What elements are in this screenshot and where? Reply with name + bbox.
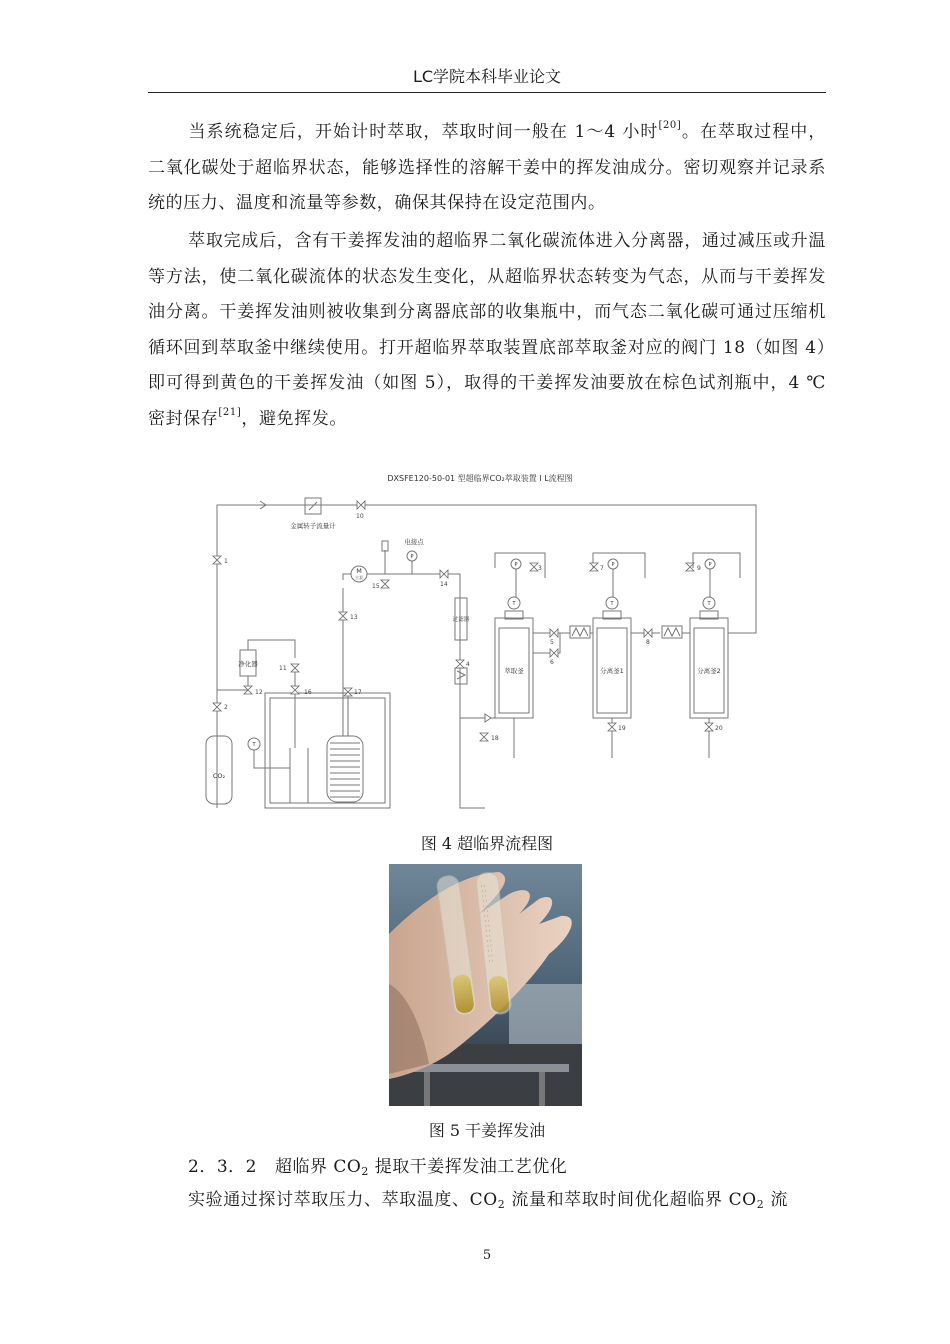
valve-1 xyxy=(213,556,221,564)
body-text-c: 流 xyxy=(764,1190,788,1210)
valve-11 xyxy=(291,664,299,672)
svg-text:2: 2 xyxy=(224,704,228,711)
gauge-p-1: P xyxy=(514,562,518,568)
body-text-a: 实验通过探讨萃取压力、萃取温度、CO xyxy=(188,1190,498,1210)
figure-5-caption: 图 5 干姜挥发油 xyxy=(428,1121,546,1140)
svg-text:13: 13 xyxy=(350,614,358,621)
svg-text:20: 20 xyxy=(715,725,723,732)
valve-20 xyxy=(705,723,713,731)
valve-17 xyxy=(344,688,352,696)
paragraph-2-text-b: ，避免挥发。 xyxy=(241,408,347,429)
svg-text:1: 1 xyxy=(224,558,228,565)
valve-2 xyxy=(213,703,221,711)
valve-18 xyxy=(480,733,488,741)
valve-5 xyxy=(550,629,558,637)
svg-text:3: 3 xyxy=(538,565,542,572)
section-title-sub: 2 xyxy=(361,1165,369,1178)
gauge-t-1: T xyxy=(512,601,516,607)
body-sub-a: 2 xyxy=(497,1198,506,1211)
co2-cylinder xyxy=(206,736,232,804)
figure-4-caption: 图 4 超临界流程图 xyxy=(420,834,554,853)
valve-13 xyxy=(339,612,347,620)
svg-text:14: 14 xyxy=(440,581,448,588)
citation-21: [21] xyxy=(218,407,242,419)
valve-15 xyxy=(381,580,389,588)
valve-16 xyxy=(291,686,299,694)
gauge-t-3: T xyxy=(707,601,711,607)
separator-1-label: 分离釜1 xyxy=(600,667,624,675)
svg-text:19: 19 xyxy=(618,725,626,732)
section-body-line xyxy=(188,1185,828,1210)
svg-text:5: 5 xyxy=(550,639,554,646)
paragraph-1-text-b: 。在萃取过程中，二氧化碳处于超临界状态，能够选择性的溶解干姜中的挥发油成分。密切观察并记录系统的压力、温度和流量等参数，确保其保持在设定范围内。 xyxy=(148,122,826,214)
running-header: LC学院本科毕业论文 xyxy=(412,67,562,86)
svg-text:10: 10 xyxy=(356,513,364,520)
separator-2-label: 分离釜2 xyxy=(697,667,721,675)
filter-label: 过滤器 xyxy=(452,617,470,623)
section-heading xyxy=(188,1152,567,1177)
valve-6 xyxy=(550,649,558,657)
extractor-label: 萃取釜 xyxy=(504,667,524,675)
svg-text:17: 17 xyxy=(354,689,362,696)
cylinder-label: CO₂ xyxy=(212,772,226,780)
diagram-title: DXSFE120-50-01 型超临界CO₂萃取装置 I L流程图 xyxy=(387,474,573,483)
gauge-p-4: P xyxy=(410,554,414,560)
paragraph-1-text-a: 当系统稳定后，开始计时萃取，萃取时间一般在 1～4 小时 xyxy=(188,122,659,142)
valve-4 xyxy=(456,660,464,668)
body-text-b: 流量和萃取时间优化超临界 CO xyxy=(505,1190,757,1210)
svg-text:6: 6 xyxy=(550,659,554,666)
valve-10 xyxy=(357,501,365,509)
svg-text:16: 16 xyxy=(304,689,312,696)
gauge-t-4: T xyxy=(252,742,256,748)
svg-text:4: 4 xyxy=(466,661,470,668)
header-rule xyxy=(148,92,826,93)
gauge-p-3: P xyxy=(708,562,712,568)
svg-text:9: 9 xyxy=(697,565,701,572)
section-title-b: 提取干姜挥发油工艺优化 xyxy=(368,1157,568,1177)
paragraph-2-text-a: 萃取完成后，含有干姜挥发油的超临界二氧化碳流体进入分离器，通过减压或升温等方法，使二氧化碳流体的状态发生变化，从超临界状态转变为气态，从而与干姜挥发油分离。干姜挥发油则被收集到分离器底部的收集瓶中，而气态二氧化碳可通过压缩机循环回到萃取釜中继续使用。打开超临界萃取装置底部萃取釜对应的阀门 18（如图 4）即可得到黄色的干姜挥发油（如图 5），取得的干姜挥发油要放在棕色试剂瓶中，4 ℃密封保存 xyxy=(148,231,826,429)
paragraph-2 xyxy=(148,224,826,438)
svg-text:8: 8 xyxy=(646,639,650,646)
purifier-label: 净化器 xyxy=(238,660,258,668)
section-title-a: 超临界 CO xyxy=(274,1157,362,1177)
svg-text:18: 18 xyxy=(491,735,499,742)
flowmeter-label: 金属转子流量计 xyxy=(290,522,336,530)
thermocouple-label: 电接点 xyxy=(404,538,424,546)
citation-20: [20] xyxy=(658,120,682,132)
svg-text:7: 7 xyxy=(600,565,604,572)
svg-text:15: 15 xyxy=(372,583,380,590)
process-flow-diagram xyxy=(200,468,760,828)
section-number: 2．3．2 xyxy=(188,1157,257,1177)
valve-14 xyxy=(440,570,448,578)
gauge-t-2: T xyxy=(610,601,614,607)
gauge-p-2: P xyxy=(611,562,615,568)
paragraph-1 xyxy=(148,115,826,222)
cooling-coil xyxy=(327,736,363,802)
svg-text:11: 11 xyxy=(279,665,287,672)
page-number: 5 xyxy=(482,1248,492,1263)
svg-text:12: 12 xyxy=(255,689,263,696)
valve-3 xyxy=(530,563,538,571)
valve-8 xyxy=(644,629,652,637)
ginger-oil-photo xyxy=(389,864,582,1106)
body-sub-b: 2 xyxy=(756,1198,765,1211)
pump-sublabel: 主泵 xyxy=(355,575,363,580)
pump-label: M xyxy=(356,567,362,575)
valve-19 xyxy=(608,723,616,731)
valve-7 xyxy=(590,563,598,571)
